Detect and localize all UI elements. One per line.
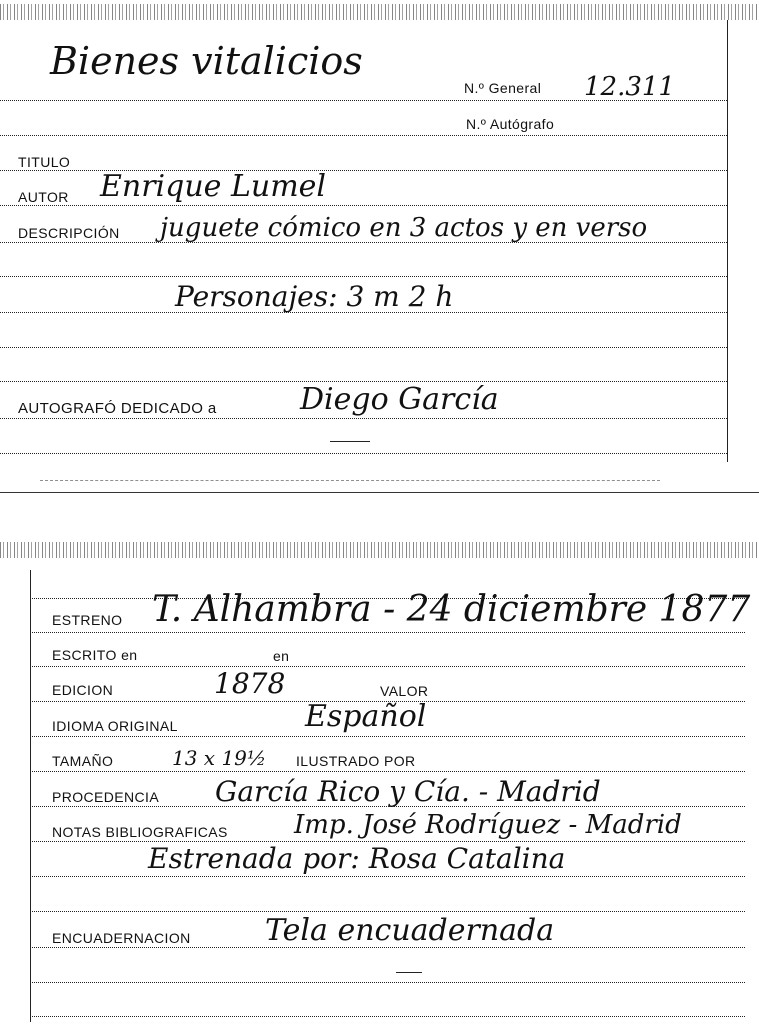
numero-general-value: 12.311 bbox=[584, 72, 675, 102]
rule bbox=[0, 135, 727, 136]
rule bbox=[0, 312, 727, 313]
estreno-label: ESTRENO bbox=[52, 612, 123, 628]
rule bbox=[30, 666, 745, 667]
title-handwritten: Bienes vitalicios bbox=[50, 39, 363, 83]
tamano-handwritten: 13 x 19½ bbox=[172, 746, 267, 770]
pen-stroke bbox=[396, 972, 422, 973]
autografo-dedicado-handwritten: Diego García bbox=[300, 382, 499, 417]
escrito-en-label: en bbox=[273, 648, 290, 664]
tamano-label: TAMAÑO bbox=[52, 753, 114, 769]
card-separator bbox=[0, 492, 759, 493]
edicion-label: EDICION bbox=[52, 682, 114, 698]
rule bbox=[30, 632, 745, 633]
rule bbox=[30, 806, 745, 807]
autor-label: AUTOR bbox=[18, 189, 69, 205]
catalog-card-top bbox=[0, 0, 759, 492]
rule bbox=[0, 347, 727, 348]
procedencia-label: PROCEDENCIA bbox=[52, 789, 160, 805]
rule bbox=[30, 911, 745, 912]
descripcion-label: DESCRIPCIÓN bbox=[18, 225, 120, 241]
numero-general-label: N.º General bbox=[464, 80, 542, 96]
procedencia-handwritten: García Rico y Cía. - Madrid bbox=[215, 775, 601, 808]
notas-handwritten: Imp. José Rodríguez - Madrid bbox=[294, 810, 682, 840]
rule bbox=[0, 205, 727, 206]
personajes-handwritten: Personajes: 3 m 2 h bbox=[175, 280, 454, 313]
encuadernacion-handwritten: Tela encuadernada bbox=[265, 913, 555, 948]
valor-label: VALOR bbox=[380, 683, 429, 699]
ilustrado-label: ILUSTRADO POR bbox=[296, 753, 416, 769]
estreno-handwritten: T. Alhambra - 24 diciembre 1877 bbox=[152, 589, 751, 630]
titulo-label: TITULO bbox=[18, 154, 71, 170]
card-bottom-edge-noise bbox=[0, 542, 759, 558]
idioma-handwritten: Español bbox=[305, 699, 427, 734]
rule bbox=[0, 100, 727, 101]
rule bbox=[30, 771, 745, 772]
rule bbox=[30, 876, 745, 877]
catalog-card-bottom bbox=[0, 540, 759, 1028]
numero-autografo-label: N.º Autógrafo bbox=[466, 116, 555, 132]
card-top-edge-noise bbox=[0, 4, 759, 20]
escrito-label: ESCRITO en bbox=[52, 647, 138, 663]
encuadernacion-label: ENCUADERNACION bbox=[52, 930, 191, 946]
rule bbox=[30, 947, 745, 948]
pen-stroke bbox=[330, 441, 370, 442]
rule bbox=[0, 276, 727, 277]
edicion-handwritten: 1878 bbox=[214, 667, 286, 700]
rule bbox=[30, 736, 745, 737]
rule bbox=[0, 418, 727, 419]
card-left-border bbox=[30, 570, 31, 1022]
rule bbox=[30, 1016, 745, 1017]
rule bbox=[30, 982, 745, 983]
autor-handwritten: Enrique Lumel bbox=[100, 169, 327, 204]
idioma-label: IDIOMA ORIGINAL bbox=[52, 718, 178, 734]
autografo-dedicado-label: AUTOGRAFÓ DEDICADO a bbox=[18, 400, 217, 417]
card-right-border bbox=[727, 20, 728, 462]
notas-label: NOTAS BIBLIOGRAFICAS bbox=[52, 824, 228, 840]
notas-handwritten-line2: Estrenada por: Rosa Catalina bbox=[148, 842, 566, 875]
rule bbox=[0, 242, 727, 243]
descripcion-handwritten: juguete cómico en 3 actos y en verso bbox=[160, 213, 648, 243]
rule bbox=[0, 453, 727, 454]
rule bbox=[40, 480, 660, 481]
